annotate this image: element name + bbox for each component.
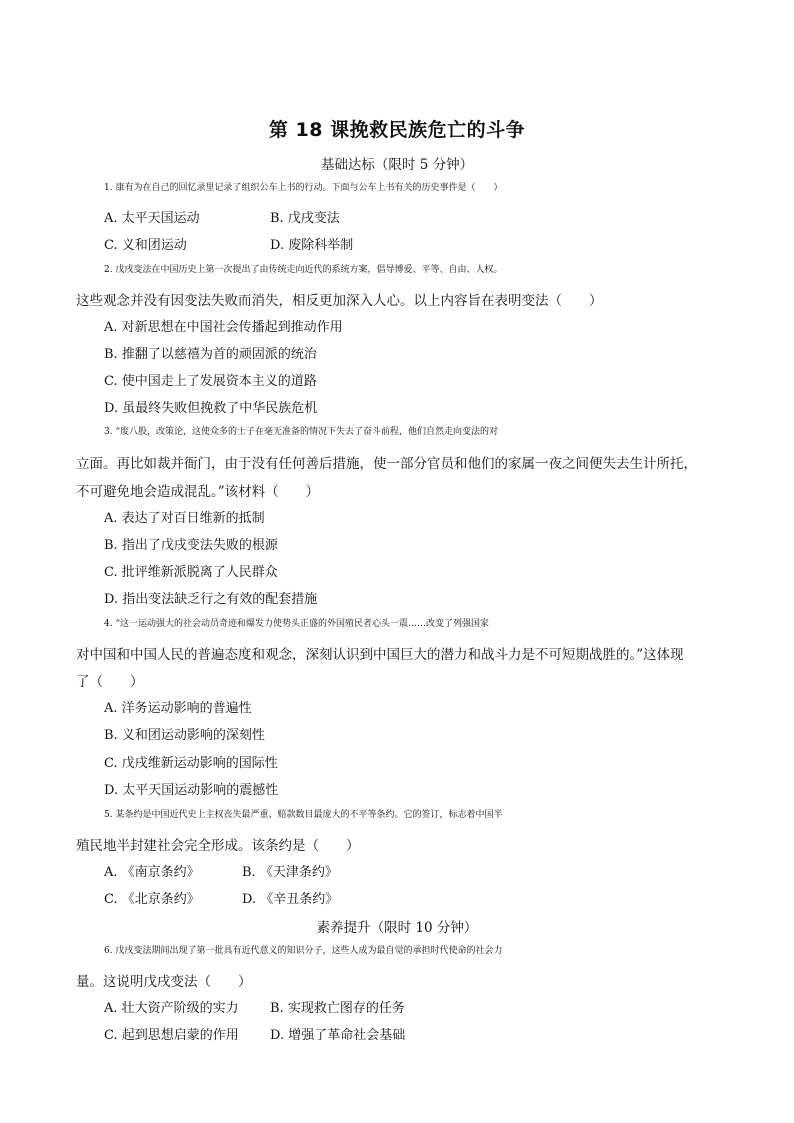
- question-3-option-d: D. 指出变法缺乏行之有效的配套措施: [104, 592, 318, 607]
- question-4-stem-line-3: 了（ ）: [76, 674, 144, 690]
- question-1-option-d: D. 废除科举制: [270, 238, 354, 253]
- question-1-stem: 1. 康有为在自己的回忆录里记录了组织公车上书的行动。下面与公车上书有关的历史事件是（ ）: [104, 183, 503, 193]
- question-5-option-c: C. 《北京条约》: [104, 892, 200, 907]
- question-1-option-c: C. 义和团运动: [104, 238, 187, 253]
- question-6-stem-line-2: 量。这说明戊戌变法（ ）: [76, 974, 252, 990]
- question-4-stem-line-1: 4. “这一运动强大的社会动员奇迹和爆发力使势头正盛的外国殖民者心头一震……改变了列强国家: [104, 619, 490, 629]
- question-4-option-b: B. 义和团运动影响的深刻性: [104, 728, 265, 743]
- question-2-option-c: C. 使中国走上了发展资本主义的道路: [104, 374, 317, 389]
- question-6-option-a: A. 壮大资产阶级的实力: [104, 1001, 239, 1016]
- question-6-stem-line-1: 6. 戊戌变法期间出现了第一批具有近代意义的知识分子，这些人成为最自觉的承担时代使命的社会力: [104, 946, 503, 956]
- question-2-option-b: B. 推翻了以慈禧为首的顽固派的统治: [104, 347, 317, 362]
- question-3-stem-line-1: 3. “废八股，改策论，这使众多的士子在毫无准备的情况下失去了奋斗前程，他们自然走向变法的对: [104, 427, 499, 437]
- question-2-option-a: A. 对新思想在中国社会传播起到推动作用: [104, 320, 343, 335]
- question-4-option-d: D. 太平天国运动影响的震撼性: [104, 783, 279, 798]
- question-2-stem-line-2: 这些观念并没有因变法失败而消失，相反更加深入人心。以上内容旨在表明变法（ ）: [76, 293, 603, 309]
- question-4-stem-line-2: 对中国和中国人民的普遍态度和观念，深刻认识到中国巨大的潜力和战斗力是不可短期战胜的。”这体现: [76, 647, 684, 663]
- lesson-title: 第 18 课挽救民族危亡的斗争: [268, 119, 526, 141]
- question-3-option-c: C. 批评维新派脱离了人民群众: [104, 565, 278, 580]
- question-2-option-d: D. 虽最终失败但挽救了中华民族危机: [104, 401, 318, 416]
- question-2-stem-line-1: 2. 戊戌变法在中国历史上第一次提出了由传统走向近代的系统方案，倡导博爱、平等、自由、人权。: [104, 265, 503, 275]
- question-6-option-c: C. 起到思想启蒙的作用: [104, 1028, 239, 1043]
- question-3-stem-line-3: 不可避免地会造成混乱。”该材料（ ）: [76, 484, 320, 500]
- section-heading-advanced: 素养提升（限时 10 分钟）: [316, 920, 478, 936]
- question-1-option-b: B. 戊戌变法: [270, 211, 340, 226]
- question-5-option-b: B. 《天津条约》: [242, 865, 338, 880]
- question-5-stem-line-2: 殖民地半封建社会完全形成。该条约是（ ）: [76, 838, 360, 854]
- question-3-option-a: A. 表达了对百日维新的抵制: [104, 511, 265, 526]
- question-3-stem-line-2: 立面。再比如裁并衙门，由于没有任何善后措施，使一部分官员和他们的家属一夜之间便失去生计所托，: [76, 456, 697, 472]
- question-6-option-b: B. 实现救亡图存的任务: [270, 1001, 405, 1016]
- question-4-option-c: C. 戊戌维新运动影响的国际性: [104, 756, 278, 771]
- question-5-stem-line-1: 5. 某条约是中国近代史上主权丧失最严重、赔款数目最庞大的不平等条约。它的签订，标志着中国半: [104, 810, 503, 820]
- question-4-option-a: A. 洋务运动影响的普遍性: [104, 701, 252, 716]
- question-3-option-b: B. 指出了戊戌变法失败的根源: [104, 538, 278, 553]
- question-6-option-d: D. 增强了革命社会基础: [270, 1028, 406, 1043]
- question-5-option-d: D. 《辛丑条约》: [242, 892, 339, 907]
- section-heading-basic: 基础达标（限时 5 分钟）: [320, 157, 474, 173]
- question-1-option-a: A. 太平天国运动: [104, 211, 200, 226]
- question-5-option-a: A. 《南京条约》: [104, 865, 200, 880]
